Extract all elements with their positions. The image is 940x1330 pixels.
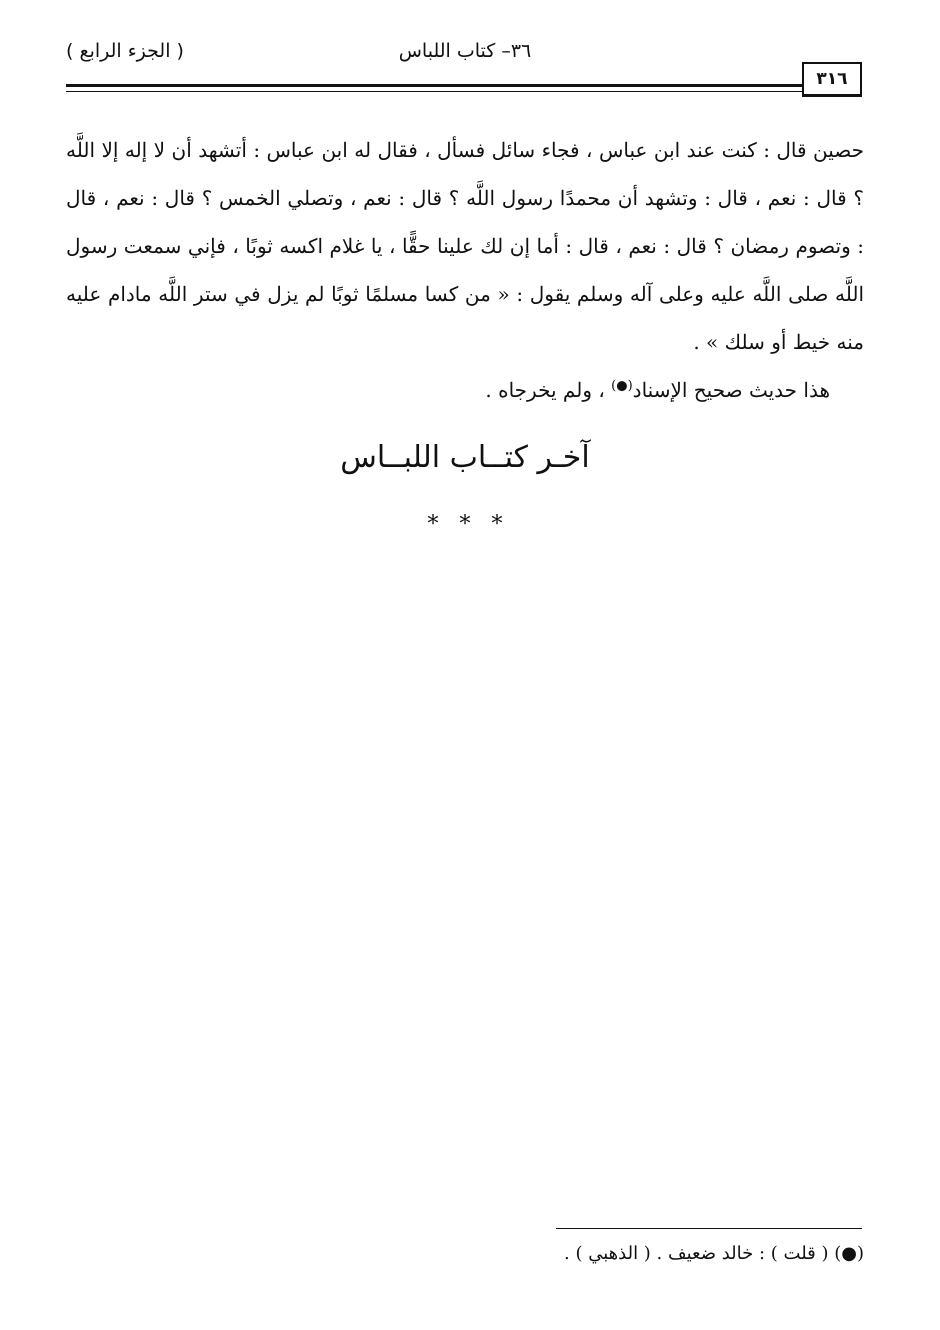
volume-label: ( الجزء الرابع ) (66, 40, 184, 62)
grading-text-end: ، ولم يخرجاه . (485, 378, 612, 402)
footnote-text: ( قلت ) : خالد ضعيف . ( الذهبي ) . (564, 1243, 835, 1264)
footnote-marker: (●) (611, 378, 633, 394)
chapter-title: ٣٦– كتاب اللباس (398, 40, 532, 62)
section-separator-stars: * * * (427, 512, 503, 537)
footnote-mark: (●) (834, 1243, 864, 1264)
footnote (66, 1238, 864, 1270)
main-text (66, 126, 864, 414)
hadith-paragraph: حصين قال : كنت عند ابن عباس ، فجاء سائل فسأل ، فقال له ابن عباس : أتشهد أن لا إله إلا اللَّه ؟ قال : نعم ، قال : وتشهد أن محمدًا رسول اللَّه ؟ قال : نعم ، وتصلي الخمس ؟ قال : نعم ، قال : وتصوم رمضان ؟ قال : نعم ، قال : أما إن لك علينا حقًّا ، يا غلام اكسه ثوبًا ، فإني سمعت رسول اللَّه صلى اللَّه عليه وعلى آله وسلم يقول : « من كسا مسلمًا ثوبًا لم يزل في ستر اللَّه مادام عليه منه خيط أو سلك » . (66, 138, 865, 354)
grading-line (66, 366, 864, 414)
page-number: ٣١٦ (802, 62, 862, 97)
footnote-rule (556, 1228, 862, 1229)
header-rule-thin (66, 91, 802, 92)
end-of-book-title: آخـر كتــاب اللبــاس (340, 440, 590, 475)
header-rule-thick (66, 84, 802, 87)
running-head (66, 40, 864, 70)
grading-text: هذا حديث صحيح الإسناد (632, 378, 830, 402)
